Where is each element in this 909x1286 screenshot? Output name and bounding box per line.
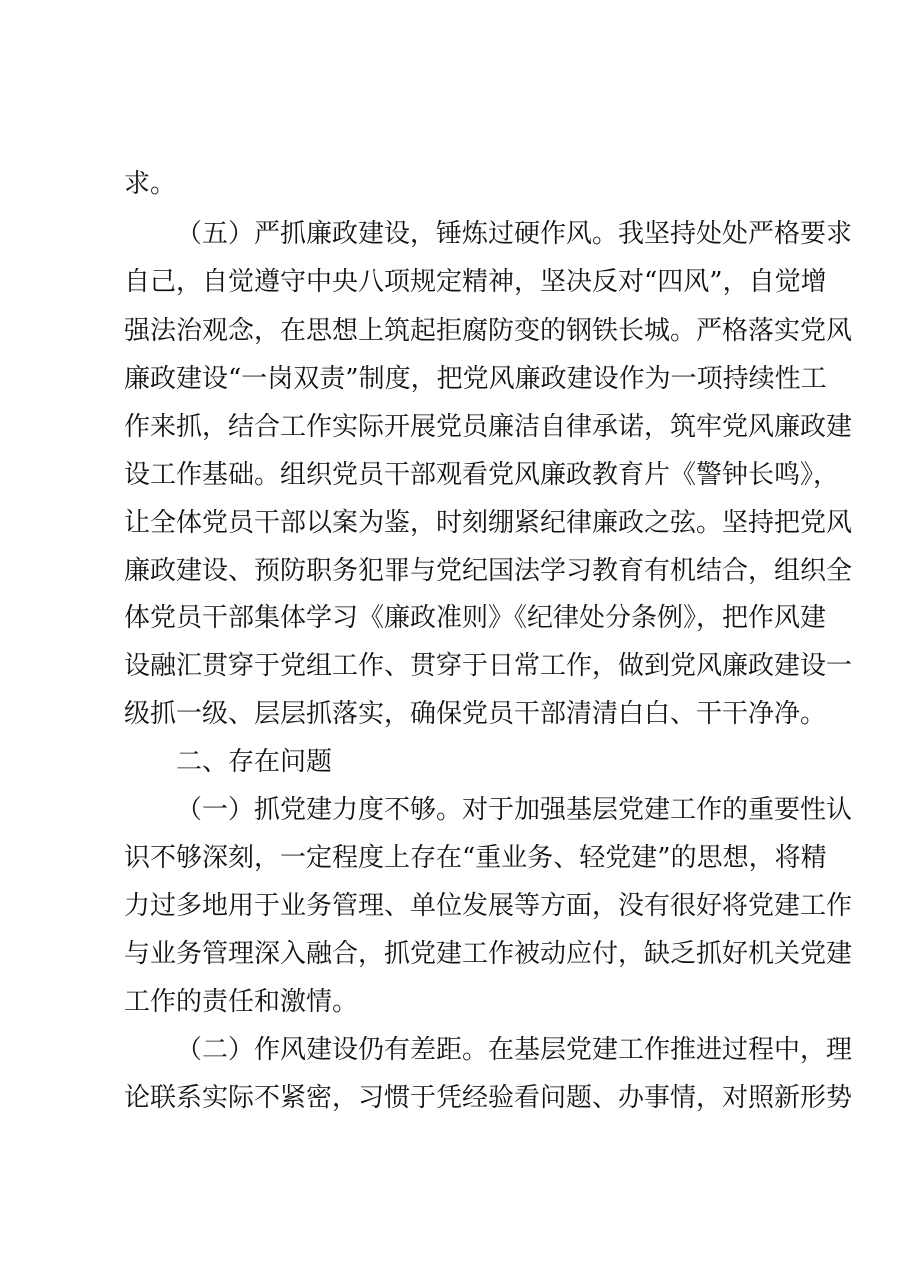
text-line: 作来抓，结合工作实际开展党员廉洁自律承诺，筑牢党风廉政建 <box>124 412 853 442</box>
text-line: 设融汇贯穿于党组工作、贯穿于日常工作，做到党风廉政建设一 <box>124 651 853 681</box>
text-line: 让全体党员干部以案为鉴，时刻绷紧纪律廉政之弦。坚持把党风 <box>124 508 853 538</box>
text-line: 强法治观念，在思想上筑起拒腐防变的钢铁长城。严格落实党风 <box>124 316 853 346</box>
paragraph-heading-one: （一）抓党建力度不够。对于加强基层党建工作的重要性认 <box>176 795 853 825</box>
text-line: 廉政建设“一岗双责”制度，把党风廉政建设作为一项持续性工 <box>124 364 827 394</box>
text-line: 求。 <box>124 169 177 199</box>
text-line: 体党员干部集体学习《廉政准则》《纪律处分条例》，把作风建 <box>124 603 827 633</box>
text-line: 级抓一级、层层抓落实，确保党员干部清清白白、干干净净。 <box>124 699 827 729</box>
text-line: 与业务管理深入融合，抓党建工作被动应付，缺乏抓好机关党建 <box>124 939 853 969</box>
text-line: 廉政建设、预防职务犯罪与党纪国法学习教育有机结合，组织全 <box>124 556 853 586</box>
paragraph-heading-five: （五）严抓廉政建设，锤炼过硬作风。我坚持处处严格要求 <box>176 219 853 249</box>
text-line: 力过多地用于业务管理、单位发展等方面，没有很好将党建工作 <box>124 891 853 921</box>
text-line: 自己，自觉遵守中央八项规定精神，坚决反对“四风”，自觉增 <box>124 267 827 297</box>
text-line: 论联系实际不紧密，习惯于凭经验看问题、办事情，对照新形势 <box>124 1083 853 1113</box>
text-line: 设工作基础。组织党员干部观看党风廉政教育片《警钟长鸣》， <box>124 460 840 490</box>
text-line: 工作的责任和激情。 <box>124 987 359 1017</box>
text-line: 识不够深刻，一定程度上存在“重业务、轻党建”的思想，将精 <box>124 843 827 873</box>
paragraph-heading-two: （二）作风建设仍有差距。在基层党建工作推进过程中，理 <box>176 1035 853 1065</box>
section-heading: 二、存在问题 <box>176 747 333 777</box>
